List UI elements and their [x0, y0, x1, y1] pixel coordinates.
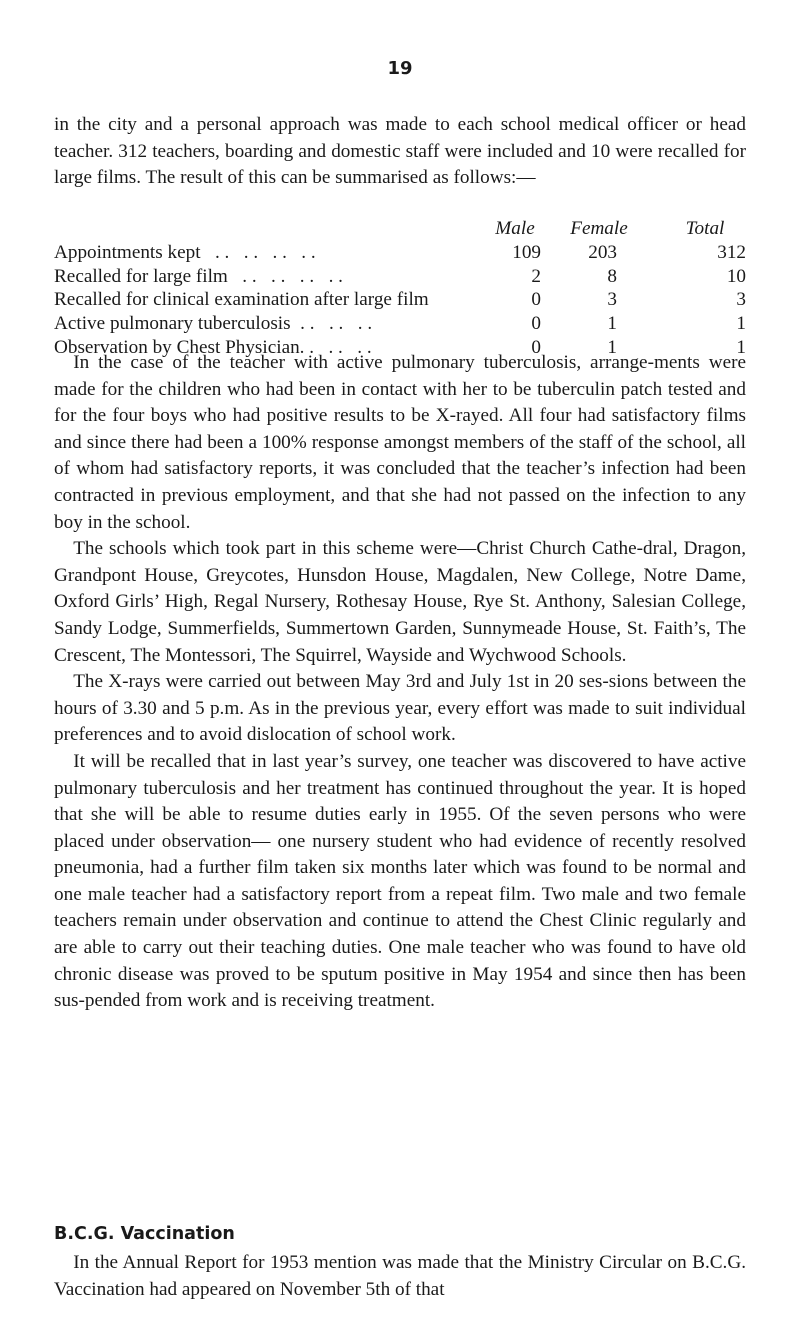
header-total: Total [685, 218, 725, 239]
cell-total: 312 [717, 241, 746, 263]
cell-total: 10 [726, 265, 746, 287]
cell-male: 109 [512, 241, 541, 263]
paragraph-bcg: In the Annual Report for 1953 mention was made that the Ministry Circular on B.C.G. Vaccination had appeared on November 5th of that [54, 1252, 746, 1300]
cell-female: 1 [607, 313, 617, 335]
intro-paragraph: in the city and a personal approach was made to each school medical officer or head teacher. 312 teachers, boarding and domestic staff were included and 10 were recalled for large films. The result of this can be summarised as follows:— [54, 114, 746, 189]
cell-male: 0 [531, 289, 541, 311]
table-row [54, 312, 746, 336]
paragraph-schools-list: The schools which took part in this scheme were—Christ Church Cathe-dral, Dragon, Grandpont House, Greycotes, Hunsdon House, Magdalen, New College, Notre Dame, Oxford Girls’ High, Regal Nursery, Rothesay House, Rye St. Anthony, Salesian College, Sandy Lodge, Summerfields, Summertown Garden, Sunnymeade House, St. Faith’s, The Crescent, The Montessori, The Squirrel, Wayside and Wychwood Schools. [54, 538, 746, 666]
results-table [54, 217, 746, 360]
cell-female: 1 [607, 336, 617, 358]
row-label: Active pulmonary tuberculosis . . . . . . [54, 313, 373, 335]
body-text [54, 350, 746, 1015]
row-label: Appointments kept . . . . . . . . [54, 241, 316, 263]
paragraph-xray-sessions: The X-rays were carried out between May 3rd and July 1st in 20 ses-sions between the hours of 3.30 and 5 p.m. As in the previous year, every effort was made to suit individual preferences and to avoid dislocation of school work. [54, 671, 746, 746]
row-label: Recalled for clinical examination after large film [54, 289, 429, 311]
cell-male: 0 [531, 336, 541, 358]
paragraph-contact-tracing: In the case of the teacher with active pulmonary tuberculosis, arrange-ments were made for the children who had been in contact with her to be tuberculin patch tested and for the four boys who had positive results to be X-rayed. All four had satisfactory films and since there had been a 100% response amongst members of the staff of the school, all of whom had satisfactory reports, it was concluded that the teacher’s infection had been contracted in previous employment, and that she had not passed on the infection to any boy in the school. [54, 352, 746, 533]
cell-female: 3 [607, 289, 617, 311]
header-female: Female [570, 218, 628, 239]
row-label: Observation by Chest Physician. . . . . . [54, 336, 372, 358]
cell-total: 1 [736, 336, 746, 358]
paragraph-previous-survey: It will be recalled that in last year’s survey, one teacher was discovered to have active pulmonary tuberculosis and her treatment has continued throughout the year. It is hoped that she will be able to resume duties early in 1955. Of the seven persons who were placed under observation— one nursery student who had evidence of recently resolved pneumonia, had a further film taken six months later which was found to be normal and one male teacher had a satisfactory report from a repeat film. Two male and two female teachers remain under observation and continue to attend the Chest Clinic regularly and are able to carry out their teaching duties. One male teacher who was found to have old chronic disease was proved to be sputum positive in May 1954 and since then has been sus-pended from work and is receiving treatment. [54, 750, 746, 1012]
table-row [54, 241, 746, 265]
cell-total: 3 [736, 289, 746, 311]
header-male: Male [495, 218, 535, 239]
table-row [54, 288, 746, 312]
page-number: 19 [387, 58, 413, 79]
table-row [54, 265, 746, 289]
section-heading: B.C.G. Vaccination [54, 1224, 235, 1244]
cell-total: 1 [736, 313, 746, 335]
cell-male: 2 [531, 265, 541, 287]
table-header-row [54, 217, 746, 241]
cell-female: 8 [607, 265, 617, 287]
row-label: Recalled for large film . . . . . . . . [54, 265, 343, 287]
cell-female: 203 [588, 241, 617, 263]
cell-male: 0 [531, 313, 541, 335]
